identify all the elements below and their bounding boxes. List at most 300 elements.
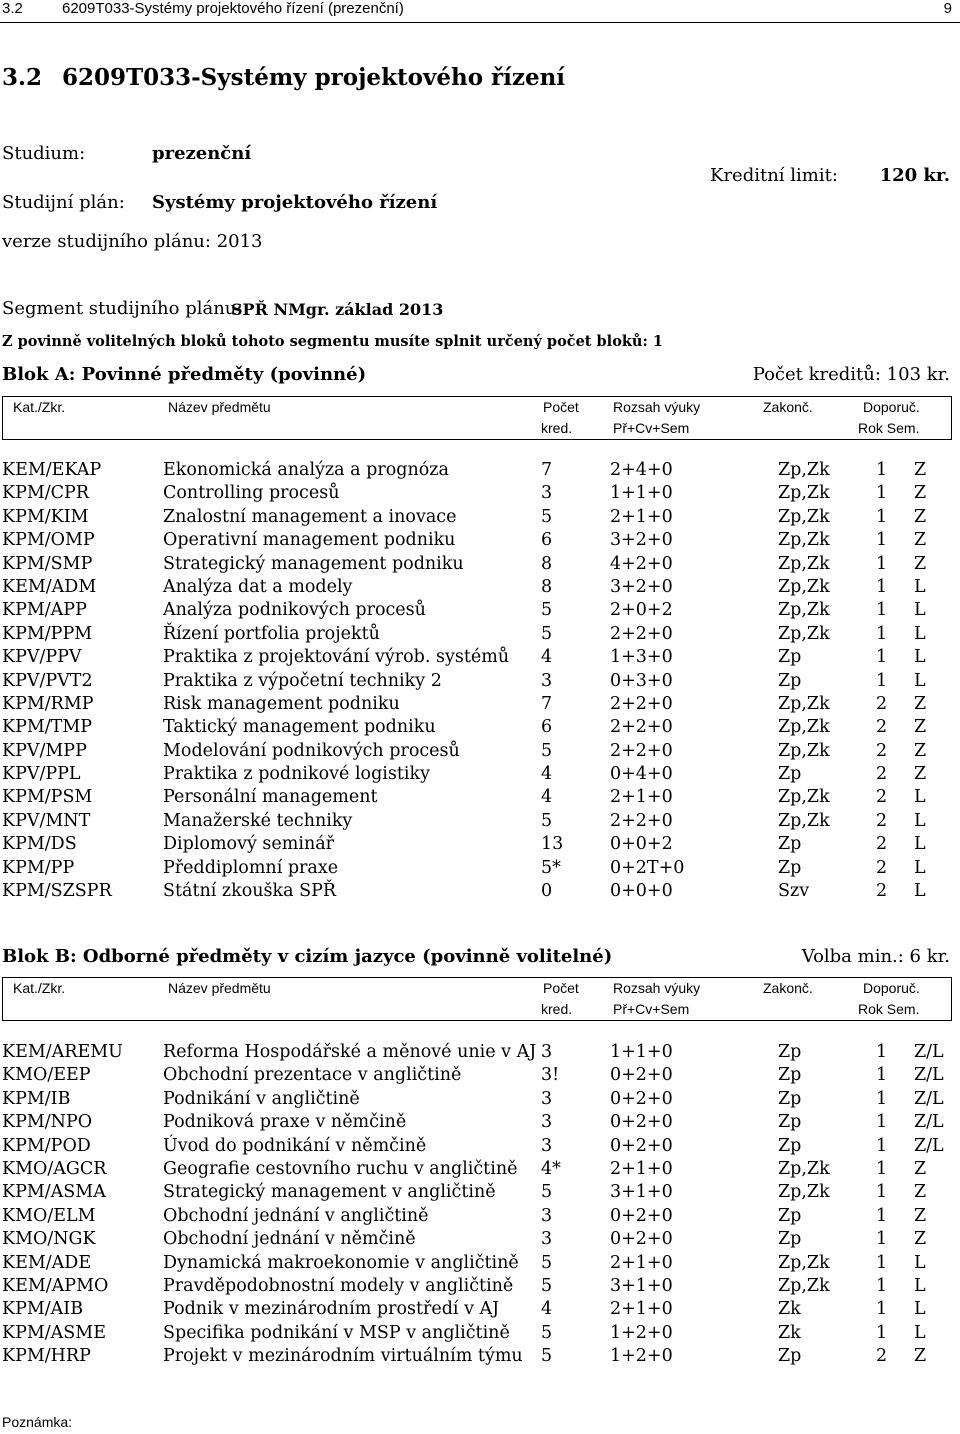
course-semester: Z xyxy=(914,553,927,574)
course-semester: Z/L xyxy=(914,1065,944,1086)
table-row xyxy=(0,858,960,881)
course-scope: 0+2+0 xyxy=(610,1112,673,1133)
block-b-title: Blok B: Odborné předměty v cizím jazyce (povinně volitelné) xyxy=(2,946,613,967)
course-scope: 1+1+0 xyxy=(610,483,673,504)
course-exam: Zp,Zk xyxy=(778,576,830,597)
table-row xyxy=(0,1253,960,1276)
course-scope: 2+1+0 xyxy=(610,1158,673,1179)
course-code: KPV/MNT xyxy=(2,810,91,831)
course-semester: Z xyxy=(914,530,927,551)
course-credits: 3! xyxy=(541,1065,560,1086)
course-year: 1 xyxy=(876,1275,888,1296)
course-code: KPM/ASME xyxy=(2,1322,106,1343)
course-semester: Z xyxy=(914,1158,927,1179)
course-year: 1 xyxy=(876,1135,888,1156)
course-credits: 4* xyxy=(541,1158,561,1179)
course-year: 2 xyxy=(876,693,888,714)
course-code: KPM/PP xyxy=(2,857,75,878)
course-credits: 0 xyxy=(541,881,553,902)
header-recommended: Doporuč. xyxy=(863,980,920,996)
course-scope: 2+2+0 xyxy=(610,693,673,714)
course-name: Strategický management podniku xyxy=(163,553,464,574)
header-code: Kat./Zkr. xyxy=(13,980,66,996)
course-scope: 4+2+0 xyxy=(610,553,673,574)
course-credits: 5 xyxy=(541,623,553,644)
table-row xyxy=(0,1229,960,1252)
running-header-title: 6209T033-Systémy projektového řízení (prezenční) xyxy=(62,0,404,17)
course-semester: L xyxy=(914,881,926,902)
course-scope: 0+2+0 xyxy=(610,1205,673,1226)
course-name: Úvod do podnikání v němčině xyxy=(163,1135,427,1156)
header-code: Kat./Zkr. xyxy=(13,399,66,415)
course-name: Řízení portfolia projektů xyxy=(163,623,380,644)
block-b-rows xyxy=(0,1042,960,1369)
course-exam: Zp xyxy=(778,834,802,855)
course-year: 1 xyxy=(876,647,888,668)
course-code: KPV/PPL xyxy=(2,764,81,785)
course-semester: Z xyxy=(914,717,927,738)
course-credits: 5 xyxy=(541,810,553,831)
course-code: KPM/PSM xyxy=(2,787,93,808)
course-scope: 3+1+0 xyxy=(610,1182,673,1203)
header-scope-sub: Př+Cv+Sem xyxy=(613,420,690,436)
course-name: Diplomový seminář xyxy=(163,834,335,855)
plan-value: Systémy projektového řízení xyxy=(152,192,438,213)
studium-value: prezenční xyxy=(152,143,252,164)
header-exam: Zakonč. xyxy=(763,980,813,996)
header-name: Název předmětu xyxy=(168,399,271,415)
course-year: 1 xyxy=(876,553,888,574)
course-credits: 3 xyxy=(541,1229,553,1250)
course-name: Personální management xyxy=(163,787,378,808)
course-year: 1 xyxy=(876,1229,888,1250)
table-row xyxy=(0,717,960,740)
table-row xyxy=(0,1206,960,1229)
course-code: KPM/OMP xyxy=(2,530,95,551)
course-semester: Z xyxy=(914,1182,927,1203)
course-scope: 0+2+0 xyxy=(610,1135,673,1156)
course-name: Pravděpodobnostní modely v angličtině xyxy=(163,1275,514,1296)
running-header-section: 3.2 xyxy=(2,0,23,17)
course-credits: 3 xyxy=(541,1042,553,1062)
course-year: 2 xyxy=(876,1346,888,1367)
course-name: Obchodní prezentace v angličtině xyxy=(163,1065,462,1086)
header-exam: Zakonč. xyxy=(763,399,813,415)
course-year: 1 xyxy=(876,1299,888,1320)
course-exam: Szv xyxy=(778,881,810,902)
course-semester: L xyxy=(914,600,926,621)
table-row xyxy=(0,671,960,694)
course-exam: Zp,Zk xyxy=(778,460,830,480)
table-row xyxy=(0,881,960,904)
header-credits-sub: kred. xyxy=(541,1001,573,1017)
course-code: KPM/AIB xyxy=(2,1299,84,1320)
course-exam: Zp xyxy=(778,1229,802,1250)
course-year: 1 xyxy=(876,576,888,597)
course-year: 2 xyxy=(876,834,888,855)
course-year: 2 xyxy=(876,717,888,738)
header-rule xyxy=(0,22,960,23)
course-year: 2 xyxy=(876,787,888,808)
course-name: Státní zkouška SPŘ xyxy=(163,881,337,902)
course-exam: Zp,Zk xyxy=(778,717,830,738)
table-row xyxy=(0,577,960,600)
course-name: Praktika z projektování výrob. systémů xyxy=(163,647,510,668)
header-recommended: Doporuč. xyxy=(863,399,920,415)
course-code: KPM/ASMA xyxy=(2,1182,106,1203)
table-row xyxy=(0,483,960,506)
course-year: 1 xyxy=(876,1205,888,1226)
table-row xyxy=(0,1065,960,1088)
course-scope: 3+2+0 xyxy=(610,576,673,597)
course-scope: 0+0+2 xyxy=(610,834,673,855)
course-name: Modelování podnikových procesů xyxy=(163,740,460,761)
section-title: 6209T033-Systémy projektového řízení xyxy=(62,64,566,91)
block-b-table-header xyxy=(2,977,952,1021)
course-exam: Zk xyxy=(778,1322,801,1343)
header-recommended-sub: Rok Sem. xyxy=(858,1001,920,1017)
course-name: Taktický management podniku xyxy=(163,717,436,738)
course-semester: Z xyxy=(914,764,927,785)
table-row xyxy=(0,1112,960,1135)
plan-label: Studijní plán: xyxy=(2,192,125,213)
section-number: 3.2 xyxy=(2,64,43,91)
course-semester: Z xyxy=(914,1205,927,1226)
course-semester: Z xyxy=(914,693,927,714)
course-name: Podniková praxe v němčině xyxy=(163,1112,407,1133)
note-label: Poznámka: xyxy=(2,1414,73,1430)
course-name: Obchodní jednání v angličtině xyxy=(163,1205,429,1226)
course-code: KPV/MPP xyxy=(2,740,87,761)
course-exam: Zp,Zk xyxy=(778,530,830,551)
course-semester: L xyxy=(914,857,926,878)
course-code: KEM/ADE xyxy=(2,1252,92,1273)
course-scope: 2+0+2 xyxy=(610,600,673,621)
header-name: Název předmětu xyxy=(168,980,271,996)
course-year: 1 xyxy=(876,600,888,621)
course-name: Strategický management v angličtině xyxy=(163,1182,496,1203)
course-code: KMO/EEP xyxy=(2,1065,91,1086)
table-row xyxy=(0,1276,960,1299)
course-semester: L xyxy=(914,623,926,644)
course-credits: 3 xyxy=(541,670,553,691)
course-semester: L xyxy=(914,670,926,691)
course-semester: L xyxy=(914,1275,926,1296)
course-name: Specifika podnikání v MSP v angličtině xyxy=(163,1322,510,1343)
credit-limit-value: 120 kr. xyxy=(879,165,950,186)
course-exam: Zp,Zk xyxy=(778,1158,830,1179)
segment-label: Segment studijního plánu: xyxy=(2,298,243,319)
course-year: 1 xyxy=(876,1322,888,1343)
course-credits: 7 xyxy=(541,693,553,714)
course-scope: 2+2+0 xyxy=(610,717,673,738)
course-code: KPM/SMP xyxy=(2,553,93,574)
course-scope: 2+1+0 xyxy=(610,1252,673,1273)
header-recommended-sub: Rok Sem. xyxy=(858,420,920,436)
table-row xyxy=(0,1323,960,1346)
course-name: Obchodní jednání v němčině xyxy=(163,1229,416,1250)
course-credits: 6 xyxy=(541,530,553,551)
course-scope: 2+2+0 xyxy=(610,810,673,831)
segment-rule: Z povinně volitelných bloků tohoto segmentu musíte splnit určený počet bloků: 1 xyxy=(2,333,663,350)
course-code: KMO/AGCR xyxy=(2,1158,107,1179)
course-semester: L xyxy=(914,1252,926,1273)
course-semester: Z xyxy=(914,483,927,504)
course-credits: 3 xyxy=(541,1088,553,1109)
block-b-choice: Volba min.: 6 kr. xyxy=(801,946,950,967)
course-scope: 0+3+0 xyxy=(610,670,673,691)
course-semester: Z/L xyxy=(914,1088,944,1109)
header-credits: Počet xyxy=(543,980,579,996)
table-row xyxy=(0,554,960,577)
course-credits: 5 xyxy=(541,1275,553,1296)
course-exam: Zp,Zk xyxy=(778,623,830,644)
course-exam: Zp xyxy=(778,1112,802,1133)
course-semester: L xyxy=(914,1322,926,1343)
course-credits: 7 xyxy=(541,460,553,480)
course-exam: Zp xyxy=(778,1042,802,1062)
course-year: 1 xyxy=(876,460,888,480)
table-row xyxy=(0,741,960,764)
course-credits: 13 xyxy=(541,834,564,855)
course-semester: Z xyxy=(914,506,927,527)
course-code: KPM/IB xyxy=(2,1088,71,1109)
course-scope: 0+2+0 xyxy=(610,1065,673,1086)
course-code: KPM/RMP xyxy=(2,693,94,714)
table-row xyxy=(0,1042,960,1065)
course-credits: 5 xyxy=(541,1182,553,1203)
course-credits: 5 xyxy=(541,1322,553,1343)
course-semester: L xyxy=(914,647,926,668)
course-scope: 2+2+0 xyxy=(610,623,673,644)
course-credits: 3 xyxy=(541,483,553,504)
course-code: KPM/SZSPR xyxy=(2,881,112,902)
course-year: 2 xyxy=(876,764,888,785)
table-row xyxy=(0,647,960,670)
table-row xyxy=(0,600,960,623)
course-year: 2 xyxy=(876,857,888,878)
course-credits: 3 xyxy=(541,1112,553,1133)
course-year: 1 xyxy=(876,623,888,644)
course-year: 1 xyxy=(876,1065,888,1086)
course-credits: 5 xyxy=(541,600,553,621)
studium-label: Studium: xyxy=(2,143,86,164)
course-exam: Zp,Zk xyxy=(778,740,830,761)
course-credits: 4 xyxy=(541,647,553,668)
course-scope: 2+2+0 xyxy=(610,740,673,761)
course-year: 1 xyxy=(876,1158,888,1179)
table-row xyxy=(0,1136,960,1159)
course-code: KMO/NGK xyxy=(2,1229,96,1250)
table-row xyxy=(0,507,960,530)
course-name: Manažerské techniky xyxy=(163,810,353,831)
course-scope: 0+2+0 xyxy=(610,1088,673,1109)
credit-limit-label: Kreditní limit: xyxy=(710,165,838,186)
course-scope: 0+0+0 xyxy=(610,881,673,902)
course-code: KPM/PPM xyxy=(2,623,93,644)
plan-version: verze studijního plánu: 2013 xyxy=(2,231,263,252)
course-scope: 0+2T+0 xyxy=(610,857,685,878)
course-semester: Z xyxy=(914,1229,927,1250)
block-a-title: Blok A: Povinné předměty (povinné) xyxy=(2,364,367,385)
course-year: 2 xyxy=(876,810,888,831)
course-name: Controlling procesů xyxy=(163,483,340,504)
block-a-table-header xyxy=(2,396,952,440)
course-scope: 1+1+0 xyxy=(610,1042,673,1062)
course-credits: 5* xyxy=(541,857,561,878)
table-row xyxy=(0,1299,960,1322)
course-exam: Zp xyxy=(778,857,802,878)
course-year: 1 xyxy=(876,670,888,691)
course-name: Analýza dat a modely xyxy=(163,576,353,597)
course-scope: 3+2+0 xyxy=(610,530,673,551)
course-scope: 1+2+0 xyxy=(610,1322,673,1343)
course-name: Projekt v mezinárodním virtuálním týmu xyxy=(163,1346,523,1367)
course-credits: 3 xyxy=(541,1135,553,1156)
course-code: KPM/POD xyxy=(2,1135,91,1156)
course-exam: Zp,Zk xyxy=(778,553,830,574)
course-name: Podnikání v angličtině xyxy=(163,1088,360,1109)
block-a-credits: Počet kreditů: 103 kr. xyxy=(752,364,950,385)
course-code: KMO/ELM xyxy=(2,1205,96,1226)
course-exam: Zp,Zk xyxy=(778,1182,830,1203)
course-year: 1 xyxy=(876,1042,888,1062)
page-number: 9 xyxy=(943,0,952,17)
course-credits: 5 xyxy=(541,1252,553,1273)
course-code: KPV/PPV xyxy=(2,647,82,668)
course-code: KEM/EKAP xyxy=(2,460,102,480)
course-year: 2 xyxy=(876,881,888,902)
course-name: Reforma Hospodářské a měnové unie v AJ xyxy=(163,1042,537,1062)
course-name: Podnik v mezinárodním prostředí v AJ xyxy=(163,1299,500,1320)
course-name: Operativní management podniku xyxy=(163,530,456,551)
course-code: KPM/CPR xyxy=(2,483,90,504)
course-name: Praktika z výpočetní techniky 2 xyxy=(163,670,442,691)
course-scope: 2+4+0 xyxy=(610,460,673,480)
table-row xyxy=(0,1182,960,1205)
course-name: Praktika z podnikové logistiky xyxy=(163,764,430,785)
header-credits-sub: kred. xyxy=(541,420,573,436)
course-scope: 1+3+0 xyxy=(610,647,673,668)
table-row xyxy=(0,1089,960,1112)
table-row xyxy=(0,1159,960,1182)
course-year: 1 xyxy=(876,530,888,551)
table-row xyxy=(0,530,960,553)
course-scope: 3+1+0 xyxy=(610,1275,673,1296)
course-code: KPM/APP xyxy=(2,600,87,621)
course-scope: 2+1+0 xyxy=(610,506,673,527)
course-year: 1 xyxy=(876,1252,888,1273)
course-credits: 4 xyxy=(541,787,553,808)
table-row xyxy=(0,787,960,810)
course-exam: Zp xyxy=(778,1346,802,1367)
table-row xyxy=(0,811,960,834)
course-year: 2 xyxy=(876,740,888,761)
course-exam: Zk xyxy=(778,1299,801,1320)
course-exam: Zp,Zk xyxy=(778,1275,830,1296)
course-year: 1 xyxy=(876,506,888,527)
course-exam: Zp xyxy=(778,1205,802,1226)
course-name: Dynamická makroekonomie v angličtině xyxy=(163,1252,519,1273)
course-code: KPM/KIM xyxy=(2,506,89,527)
course-code: KEM/ADM xyxy=(2,576,97,597)
course-code: KPM/NPO xyxy=(2,1112,93,1133)
course-credits: 4 xyxy=(541,764,553,785)
course-semester: Z xyxy=(914,1346,927,1367)
header-scope: Rozsah výuky xyxy=(613,980,701,996)
course-semester: L xyxy=(914,810,926,831)
course-exam: Zp,Zk xyxy=(778,600,830,621)
header-scope: Rozsah výuky xyxy=(613,399,701,415)
course-exam: Zp xyxy=(778,1065,802,1086)
course-code: KPM/HRP xyxy=(2,1346,91,1367)
course-exam: Zp,Zk xyxy=(778,787,830,808)
header-scope-sub: Př+Cv+Sem xyxy=(613,1001,690,1017)
course-semester: Z xyxy=(914,740,927,761)
course-exam: Zp,Zk xyxy=(778,506,830,527)
course-credits: 6 xyxy=(541,717,553,738)
course-name: Risk management podniku xyxy=(163,693,400,714)
course-name: Geografie cestovního ruchu v angličtině xyxy=(163,1158,518,1179)
table-row xyxy=(0,764,960,787)
table-row xyxy=(0,460,960,483)
course-scope: 0+2+0 xyxy=(610,1229,673,1250)
course-credits: 5 xyxy=(541,506,553,527)
table-row xyxy=(0,1346,960,1369)
course-semester: Z/L xyxy=(914,1135,944,1156)
course-semester: L xyxy=(914,1299,926,1320)
course-scope: 2+1+0 xyxy=(610,787,673,808)
header-credits: Počet xyxy=(543,399,579,415)
block-a-rows xyxy=(0,460,960,904)
course-name: Znalostní management a inovace xyxy=(163,506,457,527)
course-exam: Zp xyxy=(778,1088,802,1109)
course-name: Analýza podnikových procesů xyxy=(163,600,426,621)
course-semester: L xyxy=(914,576,926,597)
course-semester: L xyxy=(914,787,926,808)
course-scope: 2+1+0 xyxy=(610,1299,673,1320)
course-credits: 3 xyxy=(541,1205,553,1226)
course-scope: 1+2+0 xyxy=(610,1346,673,1367)
course-exam: Zp xyxy=(778,1135,802,1156)
course-exam: Zp,Zk xyxy=(778,810,830,831)
table-row xyxy=(0,834,960,857)
course-code: KPM/TMP xyxy=(2,717,93,738)
course-semester: L xyxy=(914,834,926,855)
course-exam: Zp,Zk xyxy=(778,1252,830,1273)
course-credits: 5 xyxy=(541,740,553,761)
course-credits: 8 xyxy=(541,553,553,574)
course-scope: 0+4+0 xyxy=(610,764,673,785)
segment-value: SPŘ NMgr. základ 2013 xyxy=(231,300,444,319)
table-row xyxy=(0,624,960,647)
course-exam: Zp,Zk xyxy=(778,693,830,714)
course-code: KEM/AREMU xyxy=(2,1042,123,1062)
course-name: Ekonomická analýza a prognóza xyxy=(163,460,449,480)
course-year: 1 xyxy=(876,483,888,504)
course-name: Předdiplomní praxe xyxy=(163,857,339,878)
course-semester: Z/L xyxy=(914,1042,944,1062)
course-code: KEM/APMO xyxy=(2,1275,109,1296)
course-exam: Zp xyxy=(778,764,802,785)
course-exam: Zp xyxy=(778,647,802,668)
course-credits: 5 xyxy=(541,1346,553,1367)
course-semester: Z xyxy=(914,460,927,480)
course-year: 1 xyxy=(876,1182,888,1203)
course-code: KPM/DS xyxy=(2,834,77,855)
course-credits: 4 xyxy=(541,1299,553,1320)
course-code: KPV/PVT2 xyxy=(2,670,93,691)
